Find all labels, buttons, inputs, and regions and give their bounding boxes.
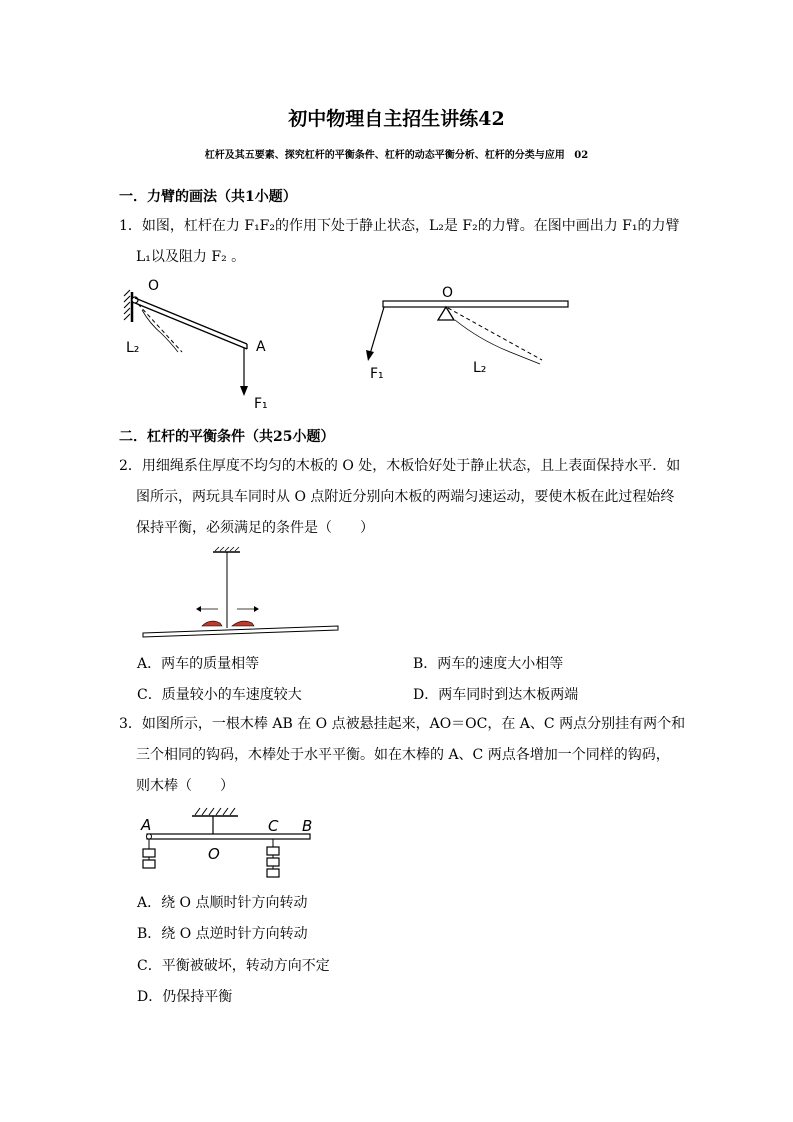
q3-option-b[interactable]: B．绕 O 点逆时针方向转动 (137, 926, 308, 942)
q1-figure-left (120, 272, 280, 420)
q2-option-d[interactable]: D．两车同时到达木板两端 (413, 687, 579, 703)
question-2 (119, 451, 684, 544)
fulcrum (438, 307, 454, 320)
question-1 (119, 211, 684, 273)
f1-arrow-line (370, 307, 384, 354)
question-2-line-2: 图所示，两玩具车同时从 O 点附近分别向木板的两端匀速运动，要使木板在此过程始终 (136, 489, 675, 505)
question-2-line-1: 2．用细绳系住厚度不均匀的木板的 O 处，木板恰好处于静止状态，且上表面保持水平．如 (119, 458, 681, 474)
section-heading-2: 二．杠杆的平衡条件（共25小题） (119, 429, 335, 445)
page-subtitle (0, 146, 793, 161)
ceiling-hatch (195, 808, 235, 815)
q2-option-a[interactable]: A．两车的质量相等 (137, 656, 260, 672)
question-3-line-3: 则木棒（ ） (136, 778, 234, 794)
lever-top (135, 298, 247, 344)
label-f1: F₁ (370, 366, 384, 382)
beam (383, 301, 568, 307)
q3-option-c[interactable]: C．平衡被破坏，转动方向不定 (137, 958, 330, 974)
question-1-line-2: L₁以及阻力 F₂ 。 (136, 249, 246, 265)
wall-hatch (124, 290, 130, 320)
question-3 (119, 709, 684, 802)
label-f1: F₁ (254, 396, 268, 412)
l2-dashed-line (138, 304, 182, 352)
label-a: A (256, 339, 266, 355)
weight-c-1 (267, 847, 279, 855)
question-3-line-2: 三个相同的钩码，木棒处于水平平衡。如在木棒的 A、C 两点各增加一个同样的钩码， (136, 747, 670, 763)
f1-arrow-head (366, 350, 374, 361)
q3-option-a[interactable]: A．绕 O 点顺时针方向转动 (137, 895, 308, 911)
q2-figure (140, 545, 345, 645)
subtitle-text: 杠杆及其五要素、探究杠杆的平衡条件、杠杆的动态平衡分析、杠杆的分类与应用 (204, 150, 565, 161)
toy-car-left (202, 621, 222, 626)
q3-option-d[interactable]: D．仍保持平衡 (137, 989, 233, 1005)
question-3-line-1: 3．如图所示，一根木棒 AB 在 O 点被悬挂起来，AO＝OC，在 A、C 两点分别挂有两个和 (119, 716, 686, 732)
arrow-left-head (196, 606, 201, 612)
section-heading-1: 一．力臂的画法（共1小题） (119, 189, 297, 205)
label-l2: L₂ (126, 340, 140, 356)
ceiling-hatch (215, 547, 239, 551)
q1-figure-right (360, 280, 580, 388)
label-o: O (208, 845, 220, 863)
q2-option-c[interactable]: C．质量较小的车速度较大 (137, 687, 302, 703)
weight-c-3 (267, 869, 279, 877)
weight-a-1 (143, 849, 155, 857)
subtitle-number: 02 (574, 150, 589, 161)
l2-brace (142, 310, 178, 352)
question-2-line-3: 保持平衡，必须满足的条件是（ ） (136, 520, 374, 536)
q2-option-b[interactable]: B．两车的速度大小相等 (413, 656, 564, 672)
label-l2: L₂ (473, 360, 487, 376)
wooden-rod (147, 834, 310, 839)
f1-arrow-head (240, 386, 248, 396)
lever-bottom (135, 303, 247, 349)
pivot-o (132, 297, 138, 303)
l2-brace (455, 320, 540, 364)
wooden-board (143, 626, 338, 637)
label-c: C (268, 817, 279, 835)
label-o: O (442, 285, 454, 301)
point-a (147, 834, 152, 839)
label-a: A (141, 816, 152, 834)
weight-c-2 (267, 858, 279, 866)
page-title: 初中物理自主招生讲练42 (288, 108, 505, 130)
toy-car-right (232, 621, 254, 626)
l2-dashed-line (448, 308, 542, 360)
label-o: O (148, 278, 160, 294)
q3-figure (135, 803, 325, 883)
arrow-right-head (254, 606, 259, 612)
question-1-line-1: 1．如图，杠杆在力 F₁F₂的作用下处于静止状态，L₂是 F₂的力臂。在图中画出力 F₁的力臂 (119, 218, 680, 234)
weight-a-2 (143, 860, 155, 868)
label-b: B (302, 817, 313, 835)
